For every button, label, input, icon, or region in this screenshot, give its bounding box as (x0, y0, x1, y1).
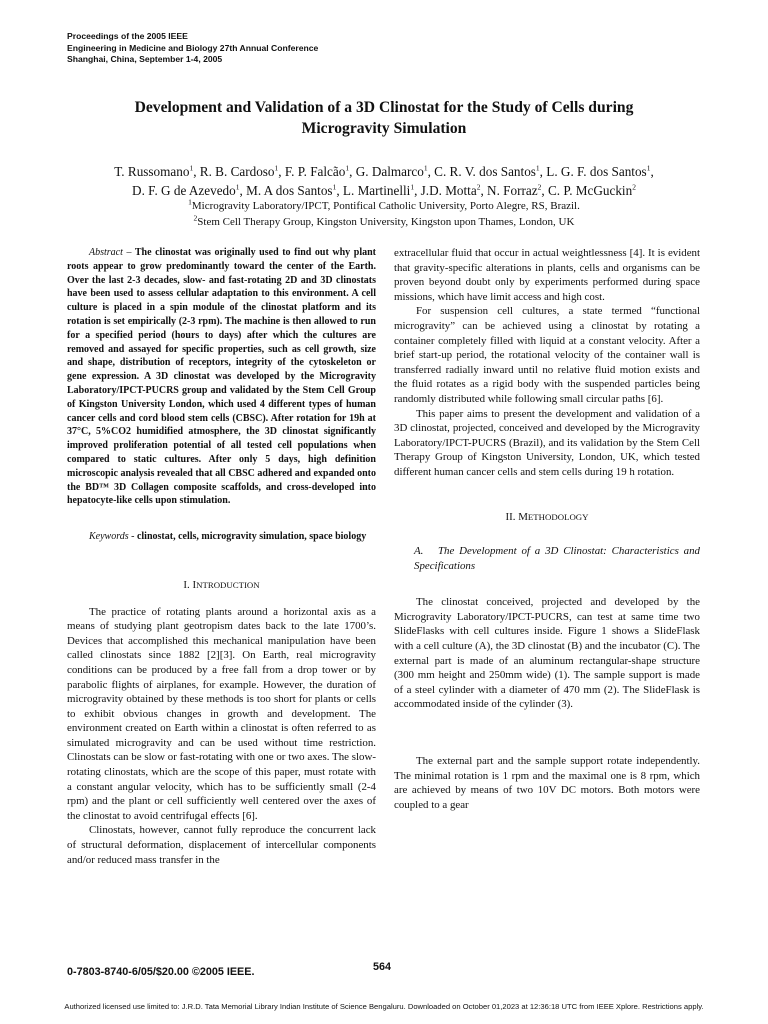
heading-rest: ETHODOLOGY (527, 511, 589, 522)
conference-line: Engineering in Medicine and Biology 27th Annual Conference (67, 42, 319, 53)
author-affiliation-mark: 2 (632, 182, 636, 192)
author-affiliation-mark: 1 (423, 163, 428, 173)
author: R. B. Cardoso (199, 164, 275, 179)
title-line: Development and Validation of a 3D Clinostat for the Study of Cells during (134, 99, 634, 116)
author-affiliation-mark: 1 (345, 163, 350, 173)
abstract-text: The clinostat was originally used to find out why plant roots appear to grow predominantly toward the center of the Earth. Over the last 2-3 decades, slow- and fast-rotating 2D and 3D clinostats have been used to assess cellular adaptation to this environment. A cell culture is placed in a spin module of the clinostat platform and its rotation is set empirically (2-3 rpm). The machine is then allowed to run for a specified period (hours to days) after which the cultures are removed and assayed for specific properties, such as cell growth, size and shape, distribution of receptors, integrity of the cytoskeleton or gene expression. A 3D clinostat was developed by the Microgravity Laboratory/IPCT-PUCRS group and validated by the Stem Cell Group of Kingston University London, which used 4 different types of human cancer cells and cord blood stem cells (CBSC). After rotation for 19h at 37°C, 5%CO2 humidified atmosphere, the 3D clinostat significantly improved proliferation potential of all tested cell populations when compared to static cultures. After only 5 days, high definition microscopic analysis revealed that all CBSC adhered and expanded onto the BD™ 3D Collagen composite scaffolds, and cross-developed into hepatocyte-like cells upon stimulation. (67, 247, 376, 507)
paragraph: This paper aims to present the development and validation of a 3D clinostat, projected, conceived and developed by the Microgravity Laboratory/IPCT-PUCRS (Brazil), and its validation by the Stem Cell Therapy Group of Kingston University, London, UK, which tested different human cancer cells and stem cells during 19 h rotation. (394, 407, 700, 478)
section-numeral: I. (183, 578, 190, 591)
paragraph: Clinostats, however, cannot fully reproduce the concurrent lack of structural deformation, displacement of intercellular components and/or reduced mass transfer in the (67, 824, 376, 866)
page-number: 564 (373, 961, 392, 973)
section-heading-methodology (394, 510, 700, 525)
affiliation (40, 214, 728, 230)
abstract (67, 246, 376, 508)
author: F. P. Falcão (284, 164, 346, 179)
affiliation-text: Microgravity Laboratory/IPCT, Pontifical Catholic University, Porto Alegre, RS, Brazil. (191, 200, 580, 212)
license-notice: Authorized licensed use limited to: J.R.D. Tata Memorial Library Indian Institute of Science Bengaluru. Downloaded on October 01,2023 at 12:36:18 UTC from IEEE Xplore. Restrictions apply. (64, 1002, 704, 1011)
section-heading-introduction (67, 578, 376, 593)
author: D. F. G de Azevedo (132, 183, 236, 198)
keywords-text: clinostat, cells, microgravity simulation, space biology (136, 531, 367, 543)
title-line: Microgravity Simulation (301, 120, 467, 137)
subsection-heading (414, 544, 700, 573)
right-column (394, 246, 700, 812)
paragraph: The clinostat conceived, projected and developed by the Microgravity Laboratory/IPCT-PUCRS, can test at same time two SlideFlasks with cell cultures inside. Figure 1 shows a SlideFlask with a cell culture (A), the 3D clinostat (B) and the incubator (C). The external part is made of an aluminum rectangular-shape structure (300 mm height and 250mm wide) (1). The sample support is made of a steel cylinder with a diameter of 470 mm (2). The SlideFlask is accommodated inside of the cylinder (3). (394, 596, 700, 711)
author-list: T. Russomano$^1$, R. B. Cardoso$^1$, F. P. Falcão$^1$, G. Dalmarco$^1$, C. R. V. dos Santos$^1$, L. G. F. dos Santos$^1$, D. F. G de Azevedo$^1$, M. A dos Santos$^1$, L. Martinelli$^1$, J.D. Motta$^2$, N. Forraz$^2$, C. P. McGuckin$^2$ (114, 163, 654, 198)
author-affiliation-mark: 2 (476, 182, 481, 192)
abstract-label: Abstract – (89, 247, 132, 258)
heading-rest: NTRODUCTION (196, 579, 260, 590)
left-column (67, 246, 376, 867)
author: J.D. Motta (420, 183, 477, 198)
subsection-title: The Development of a 3D Clinostat: Characteristics and Specifications (414, 545, 700, 572)
author-affiliation-mark: 1 (235, 182, 240, 192)
copyright-line: 0-7803-8740-6/05/$20.00 ©2005 IEEE. (67, 966, 255, 978)
section-numeral: II. (505, 510, 516, 523)
author: T. Russomano (114, 164, 190, 179)
keywords-label: Keywords - (89, 531, 135, 543)
heading-initial: I (192, 578, 197, 591)
author-affiliation-mark: 1 (410, 182, 415, 192)
author-affiliation-mark: 1 (274, 163, 279, 173)
author: G. Dalmarco (355, 164, 424, 179)
author-affiliation-mark: 1 (646, 163, 651, 173)
paragraph: The practice of rotating plants around a horizontal axis as a means of studying plant geotropism dates back to the late 1700’s. Devices that accomplished this mechanical manipulation have been called clinostats since 1882 [2][3]. On Earth, real microgravity conditions can be produced by a free fall from a drop tower or by parabolic flights of airplanes, for example. However, the duration of microgravity obtained by these methods is too short for plants or cells to exhibit obvious changes in growth and development. The environment created on Earth within a clinostat is often referred to as simulated microgravity and can be used without time restriction. Clinostats can be slow or fast-rotating with one or two axes. The slow-rotating clinostats, which are the scope of this paper, must rotate with a constant angular velocity, which has to be sufficiently small (2-4 rpm) and the plant or cell sufficiently well centered over the axes of the clinostat to avoid centrifugal effects [6]. (67, 605, 376, 822)
heading-initial: M (518, 510, 528, 523)
conference-header (67, 31, 318, 66)
affiliation (40, 198, 728, 214)
paragraph: The external part and the sample support rotate independently. The minimal rotation is 1 rpm and the maximal one is 8 rpm, which are achieved by means of two 10V DC motors. Both motors were coupled to a gear (394, 755, 700, 811)
affiliations (40, 198, 728, 230)
author: M. A dos Santos (246, 183, 333, 198)
author-affiliation-mark: 1 (189, 163, 194, 173)
author: L. Martinelli (342, 183, 411, 198)
author-affiliation-mark: 1 (535, 163, 540, 173)
affiliation-text: Stem Cell Therapy Group, Kingston University, Kingston upon Thames, London, UK (197, 216, 575, 228)
affiliation-mark: 2 (193, 213, 198, 223)
author-affiliation-mark: 1 (332, 182, 337, 192)
affiliation-mark: 1 (188, 197, 192, 207)
paragraph: extracellular fluid that occur in actual weightlessness [4]. It is evident that gravity-specific alterations in plants, cells and organisms can be proven beyond doubt only by experiments performed during space missions, which have limit access and high cost. (394, 247, 700, 303)
author: L. G. F. dos Santos (546, 164, 647, 179)
keywords (67, 530, 376, 544)
author: N. Forraz (487, 183, 538, 198)
subsection-label: A. (414, 545, 424, 558)
author: C. R. V. dos Santos (434, 164, 536, 179)
paragraph: For suspension cell cultures, a state termed “functional microgravity” can be achieved using a clinostat by rotating a container completely filled with liquid at a constant velocity. After a brief start-up period, the rotational velocity of the container wall is transferred radially inward until no relative fluid motion exists and the fluid rotates as a rigid body with the suspended particles being randomly distributed while following small circular paths [6]. (394, 305, 700, 405)
conference-line: Proceedings of the 2005 IEEE (67, 31, 188, 41)
author-affiliation-mark: 2 (537, 182, 542, 192)
conference-line: Shanghai, China, September 1-4, 2005 (67, 54, 223, 64)
author: C. P. McGuckin (547, 183, 633, 198)
paper-title (60, 97, 708, 139)
